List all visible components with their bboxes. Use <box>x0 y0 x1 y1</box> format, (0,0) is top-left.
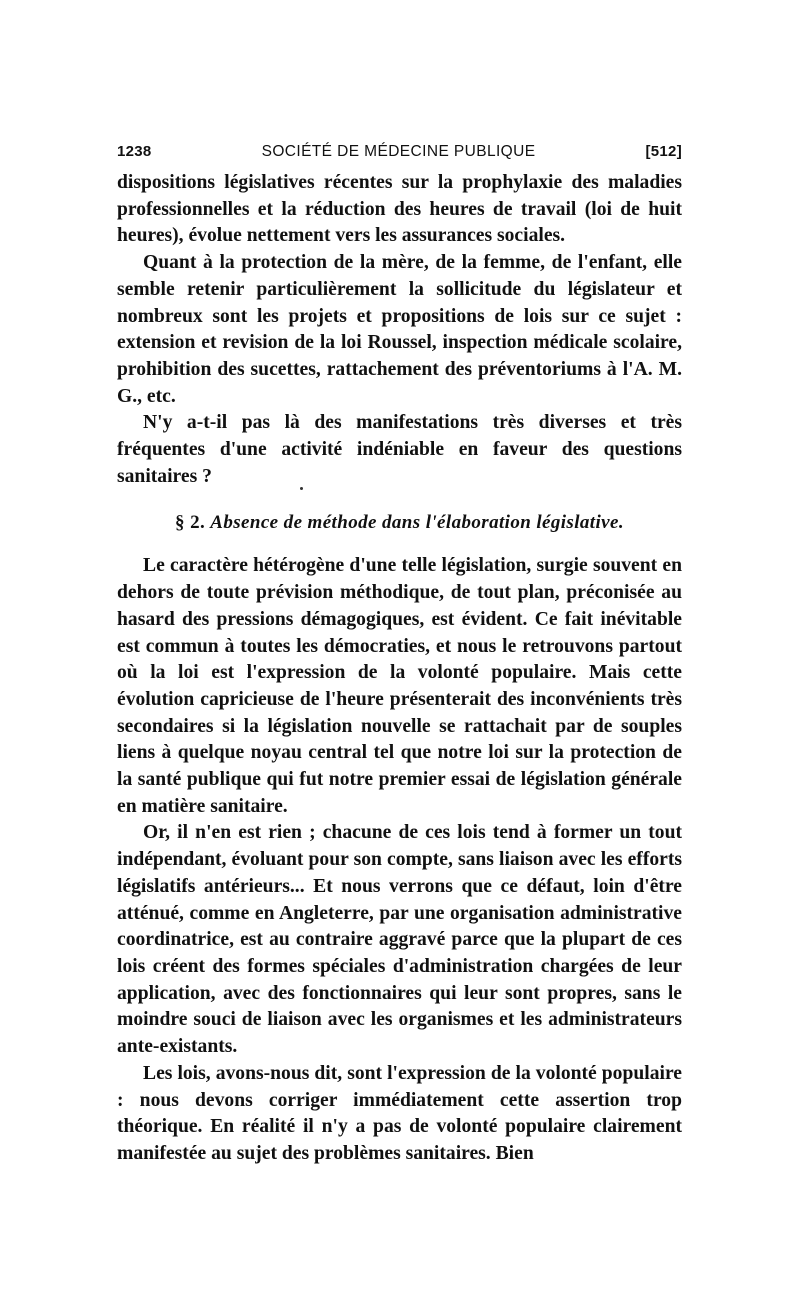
paragraph-popular-will: Les lois, avons-nous dit, sont l'expression de la volonté populaire : nous devons corriger immédiatement cette assertion trop théorique. En réalité il n'y a pas de volonté populaire clairement manifestée au sujet des problèmes sanitaires. Bien <box>117 1062 682 1164</box>
running-title: SOCIÉTÉ DE MÉDECINE PUBLIQUE <box>261 143 536 160</box>
paragraph-independent-laws: Or, il n'en est rien ; chacune de ces lois tend à former un tout indépendant, évoluant pour son compte, sans liaison avec les efforts législatifs antérieurs... Et nous verrons que ce défaut, loin d'être atténué, comme en Angleterre, par une organisation administrative coordinatrice, est au contraire aggravé parce que la plupart de ces lois créent des formes spéciales d'administration chargées de leur application, avec des fonctionnaires qui leur sont propres, sans le moindre souci de liaison avec les organismes et les administrateurs ante-existants. <box>117 822 682 1058</box>
running-head <box>117 143 682 161</box>
section-mark: § 2. <box>175 512 206 534</box>
page-number: 1238 <box>117 143 152 160</box>
paragraph-manifestations: N'y a-t-il pas là des manifestations très diverses et très fréquentes d'une activité indéniable en faveur des questions sanitaires ? <box>117 412 682 487</box>
paragraph-heterogeneous: Le caractère hétérogène d'une telle législation, surgie souvent en dehors de toute prévision méthodique, de tout plan, préconisée au hasard des pressions démagogiques, est évident. Ce fait inévitable est commun à toutes les démocraties, et nous le retrouvons partout où la loi est l'expression de la volonté populaire. Mais cette évolution capricieuse de l'heure présenterait des inconvénients très secondaires si la législation nouvelle se rattachait par de souples liens à quelque noyau central tel que notre loi sur la protection de la santé publique qui fut notre premier essai de législation générale en matière sanitaire. <box>117 555 682 817</box>
bracket-page-number: [512] <box>645 143 682 160</box>
paragraph-continuation: dispositions législatives récentes sur la prophylaxie des maladies professionnelles et la réduction des heures de travail (loi de huit heures), évolue nettement vers les assurances sociales. <box>117 172 682 247</box>
section-title: Absence de méthode dans l'élaboration législative. <box>210 512 624 534</box>
section-heading <box>117 512 682 534</box>
print-speck <box>300 487 303 490</box>
paragraph-protection: Quant à la protection de la mère, de la femme, de l'enfant, elle semble retenir particulièrement la sollicitude du législateur et nombreux sont les projets et propositions de lois sur ce sujet : extension et revision de la loi Roussel, inspection médicale scolaire, prohibition des sucettes, rattachement des préventoriums à l'A. M. G., etc. <box>117 252 682 407</box>
book-page <box>117 143 682 1168</box>
